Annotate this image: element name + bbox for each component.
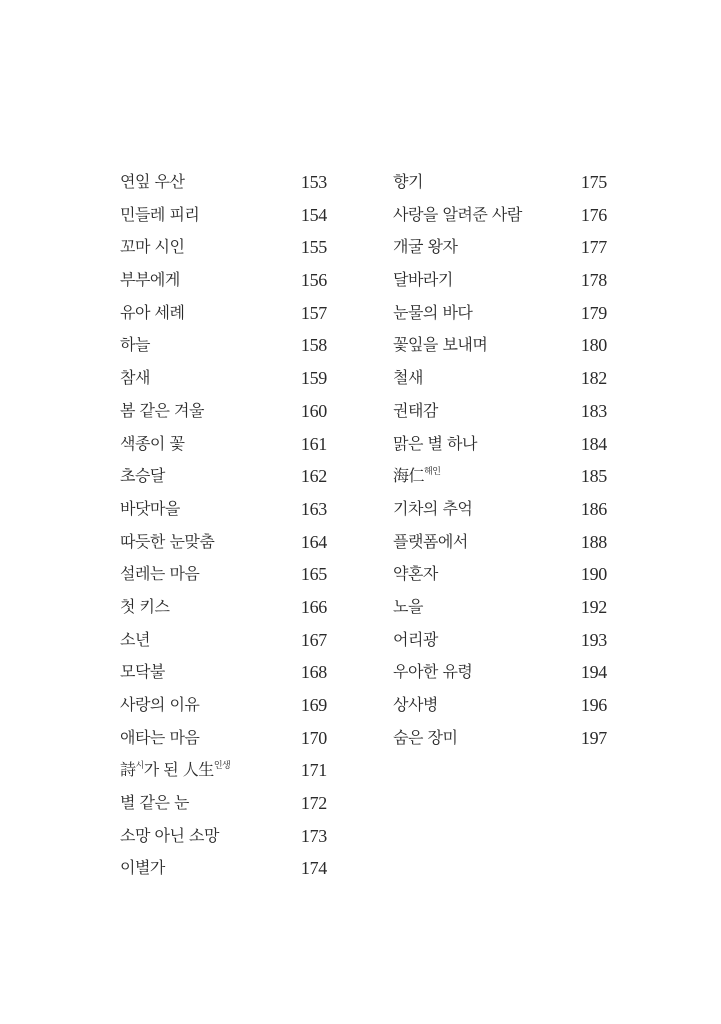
entry-page: 171 xyxy=(300,760,327,781)
toc-entry[interactable] xyxy=(393,231,607,264)
entry-title: 어리광 xyxy=(393,629,438,649)
ruby-reading: 인생 xyxy=(213,761,231,772)
toc-entry[interactable] xyxy=(393,199,607,232)
entry-title xyxy=(120,754,230,787)
entry-title: 봄 같은 겨울 xyxy=(120,400,204,420)
entry-title: 사랑의 이유 xyxy=(120,695,200,714)
toc-entry[interactable] xyxy=(393,591,607,624)
entry-page: 155 xyxy=(300,237,327,258)
toc-entry[interactable] xyxy=(120,689,327,722)
toc-entry[interactable] xyxy=(120,264,327,297)
entry-page: 184 xyxy=(580,433,607,454)
entry-page: 166 xyxy=(300,596,327,617)
entry-page: 177 xyxy=(580,237,607,258)
entry-title: 개굴 왕자 xyxy=(393,237,458,257)
entry-title: 기차의 추억 xyxy=(393,498,473,518)
toc-entry[interactable] xyxy=(120,329,327,362)
entry-page: 157 xyxy=(300,302,327,323)
entry-page: 196 xyxy=(580,695,607,715)
toc-entry[interactable] xyxy=(120,722,327,755)
entry-title: 철새 xyxy=(393,368,423,388)
entry-page: 158 xyxy=(300,335,327,356)
entry-title: 꼬마 시인 xyxy=(120,237,185,257)
toc-entry[interactable] xyxy=(393,656,607,689)
toc-entry[interactable] xyxy=(120,820,327,853)
entry-title: 달바라기 xyxy=(393,270,453,290)
entry-page: 168 xyxy=(300,662,327,683)
toc-entry[interactable] xyxy=(393,722,607,755)
entry-title: 설레는 마음 xyxy=(120,564,200,584)
toc-entry[interactable] xyxy=(120,526,327,559)
entry-page: 169 xyxy=(300,695,327,715)
entry-title: 상사병 xyxy=(393,695,438,714)
toc-entry[interactable] xyxy=(393,329,607,362)
entry-title: 유아 세례 xyxy=(120,302,185,322)
entry-title: 모닥불 xyxy=(120,662,165,682)
entry-title xyxy=(393,460,440,493)
entry-title: 약혼자 xyxy=(393,564,438,584)
entry-title: 사랑을 알려준 사람 xyxy=(393,204,522,224)
toc-left-column xyxy=(120,166,327,885)
hanja-text: 詩 xyxy=(120,760,136,780)
entry-page: 190 xyxy=(580,564,607,585)
entry-page: 186 xyxy=(580,498,607,519)
toc-entry[interactable] xyxy=(120,428,327,461)
entry-page: 170 xyxy=(300,727,327,748)
entry-page: 160 xyxy=(300,400,327,421)
entry-title: 따듯한 눈맞춤 xyxy=(120,531,215,551)
entry-title: 부부에게 xyxy=(120,270,180,290)
entry-page: 185 xyxy=(580,466,607,487)
entry-page: 175 xyxy=(580,172,607,192)
entry-title: 우아한 유령 xyxy=(393,662,473,682)
entry-page: 167 xyxy=(300,629,327,650)
hanja-text: 海仁 xyxy=(393,466,425,486)
entry-title: 눈물의 바다 xyxy=(393,302,473,322)
entry-page: 197 xyxy=(580,727,607,748)
toc-entry[interactable] xyxy=(120,591,327,624)
entry-page: 165 xyxy=(300,564,327,585)
entry-title: 별 같은 눈 xyxy=(120,793,189,813)
toc-entry[interactable] xyxy=(393,493,607,526)
entry-page: 174 xyxy=(300,858,327,879)
toc-entry[interactable] xyxy=(120,166,327,199)
toc-entry[interactable] xyxy=(120,624,327,657)
entry-title: 노을 xyxy=(393,596,423,616)
entry-title: 소망 아닌 소망 xyxy=(120,825,219,845)
toc-entry[interactable] xyxy=(120,493,327,526)
ruby-reading: 시 xyxy=(135,761,144,772)
ruby-reading: 해인 xyxy=(424,467,441,478)
entry-page: 164 xyxy=(300,531,327,552)
toc-entry[interactable] xyxy=(393,558,607,591)
toc-entry[interactable] xyxy=(393,526,607,559)
title-text: 가 된 人生 xyxy=(143,760,214,780)
entry-title: 맑은 별 하나 xyxy=(393,433,477,453)
toc-entry[interactable] xyxy=(393,460,607,493)
entry-title: 참새 xyxy=(120,368,150,388)
toc-entry[interactable] xyxy=(120,199,327,232)
toc-entry[interactable] xyxy=(120,787,327,820)
entry-title: 첫 키스 xyxy=(120,596,170,616)
entry-page: 159 xyxy=(300,368,327,389)
entry-page: 162 xyxy=(300,466,327,487)
entry-title: 연잎 우산 xyxy=(120,172,185,191)
entry-page: 180 xyxy=(580,335,607,356)
toc-entry[interactable] xyxy=(393,264,607,297)
toc-entry[interactable] xyxy=(393,689,607,722)
toc-entry[interactable] xyxy=(120,460,327,493)
entry-page: 188 xyxy=(580,531,607,552)
entry-page: 179 xyxy=(580,302,607,323)
entry-title: 꽃잎을 보내며 xyxy=(393,335,488,355)
toc-entry[interactable] xyxy=(120,656,327,689)
toc-entry[interactable] xyxy=(120,297,327,330)
toc-entry[interactable] xyxy=(120,754,327,787)
entry-page: 163 xyxy=(300,498,327,519)
entry-title: 하늘 xyxy=(120,335,150,355)
toc-entry[interactable] xyxy=(120,362,327,395)
entry-page: 193 xyxy=(580,629,607,650)
entry-title: 색종이 꽃 xyxy=(120,433,185,453)
entry-title: 민들레 피리 xyxy=(120,204,200,224)
entry-title: 숨은 장미 xyxy=(393,727,458,747)
entry-page: 178 xyxy=(580,270,607,291)
entry-page: 183 xyxy=(580,400,607,421)
toc-entry[interactable] xyxy=(120,852,327,885)
toc-entry[interactable] xyxy=(393,395,607,428)
toc-entry[interactable] xyxy=(393,624,607,657)
toc-entry[interactable] xyxy=(393,297,607,330)
entry-page: 154 xyxy=(300,204,327,225)
entry-page: 176 xyxy=(580,204,607,225)
toc-entry[interactable] xyxy=(393,428,607,461)
entry-page: 161 xyxy=(300,433,327,454)
entry-title: 초승달 xyxy=(120,466,165,486)
toc-entry[interactable] xyxy=(120,558,327,591)
entry-title: 플랫폼에서 xyxy=(393,531,468,551)
entry-page: 172 xyxy=(300,793,327,814)
entry-title: 애타는 마음 xyxy=(120,727,200,747)
toc-entry[interactable] xyxy=(120,395,327,428)
entry-title: 바닷마을 xyxy=(120,498,180,518)
entry-title: 이별가 xyxy=(120,858,165,878)
entry-title: 향기 xyxy=(393,172,423,191)
entry-page: 194 xyxy=(580,662,607,683)
toc-entry[interactable] xyxy=(393,362,607,395)
entry-page: 192 xyxy=(580,596,607,617)
entry-page: 182 xyxy=(580,368,607,389)
toc-right-column xyxy=(393,166,607,754)
entry-title: 권태감 xyxy=(393,400,438,420)
toc-entry[interactable] xyxy=(393,166,607,199)
entry-page: 156 xyxy=(300,270,327,291)
entry-page: 173 xyxy=(300,825,327,846)
toc-entry[interactable] xyxy=(120,231,327,264)
entry-page: 153 xyxy=(300,172,327,192)
entry-title: 소년 xyxy=(120,629,150,649)
